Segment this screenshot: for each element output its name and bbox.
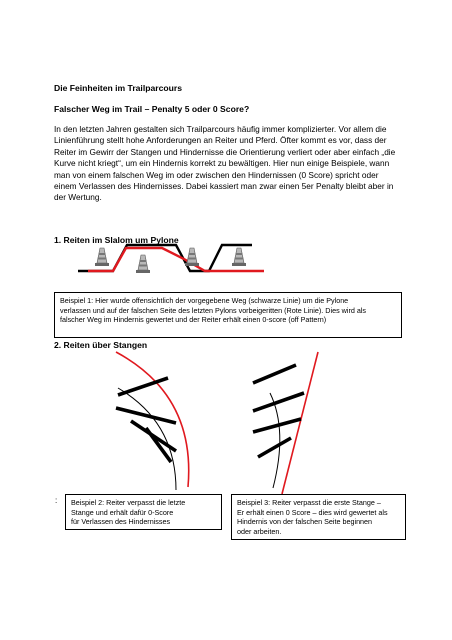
intro-line: In den letzten Jahren gestalten sich Trailparcours häufig immer komplizierter. Vor allem die	[54, 124, 387, 134]
example-1-caption	[54, 292, 402, 338]
wrong-path-line	[116, 352, 189, 487]
intro-line: man von einem falschen Weg im oder zwischen den Hindernissen (0 Score) spricht oder	[54, 169, 379, 180]
caption-line: Er erhält einen 0 Score – dies wird gewertet als	[237, 507, 388, 517]
pole-line	[258, 438, 291, 457]
page-title: Die Feinheiten im Trailparcours	[54, 83, 182, 93]
caption-line: für Verlassen des Hindernisses	[71, 517, 171, 527]
pole-line	[253, 419, 301, 432]
caption-line: verlassen und auf der falschen Seite des letzten Pylons vorbeigeritten (Rote Linie). Dies wird als	[60, 305, 367, 315]
cone-icon	[185, 248, 199, 266]
list-marker: :	[55, 496, 58, 505]
example-2-caption	[65, 494, 222, 530]
section-1-heading: 1. Reiten im Slalom um Pylone	[54, 235, 179, 245]
section-2-heading: 2. Reiten über Stangen	[54, 340, 148, 350]
intro-line: Reiter im Gewirr der Stangen und Hindernisse die Orientierung verliert oder aber einfach „die	[54, 146, 396, 157]
correct-path-line	[118, 388, 176, 490]
pole-line	[253, 393, 304, 411]
cone-icon	[95, 248, 109, 266]
caption-line: Beispiel 3: Reiter verpasst die erste Stange –	[237, 498, 381, 507]
pole-line	[253, 365, 296, 383]
poles-diagram-example-3	[253, 352, 318, 494]
caption-line: Hindernis von der falschen Seite beginnen	[237, 517, 373, 527]
intro-line: der Wertung.	[54, 192, 102, 203]
intro-line: Kurve nicht kriegt“, um ein Hindernis korrekt zu bewältigen. Hier nun einige Beispiele, wann	[54, 158, 390, 169]
page-subtitle: Falscher Weg im Trail – Penalty 5 oder 0 Score?	[54, 104, 250, 114]
intro-line: einem Verlassen des Hindernisses. Dabei kassiert man zwar einen 5er Penalty bleibt aber in	[54, 181, 394, 192]
example-3-caption	[231, 494, 406, 540]
caption-line: Beispiel 1: Hier wurde offensichtlich der vorgegebene Weg (schwarze Linie) um die Pylone	[60, 296, 349, 305]
correct-path-line	[270, 393, 280, 488]
caption-line: Stange und erhält dafür 0-Score	[71, 507, 174, 517]
caption-line: Beispiel 2: Reiter verpasst die letzte	[71, 498, 186, 507]
cone-icon	[232, 248, 246, 266]
cone-icon	[136, 255, 150, 273]
poles-diagram-example-2	[116, 352, 189, 490]
intro-line: Linienführung stellt hohe Anforderungen an Reiter und Pferd. Öfter kommt es vor, dass der	[54, 135, 387, 146]
caption-line: falscher Weg im Hindernis gewertet und der Reiter erhält einen 0-score (off Pattern)	[60, 315, 327, 325]
caption-line: oder arbeiten.	[237, 526, 282, 536]
